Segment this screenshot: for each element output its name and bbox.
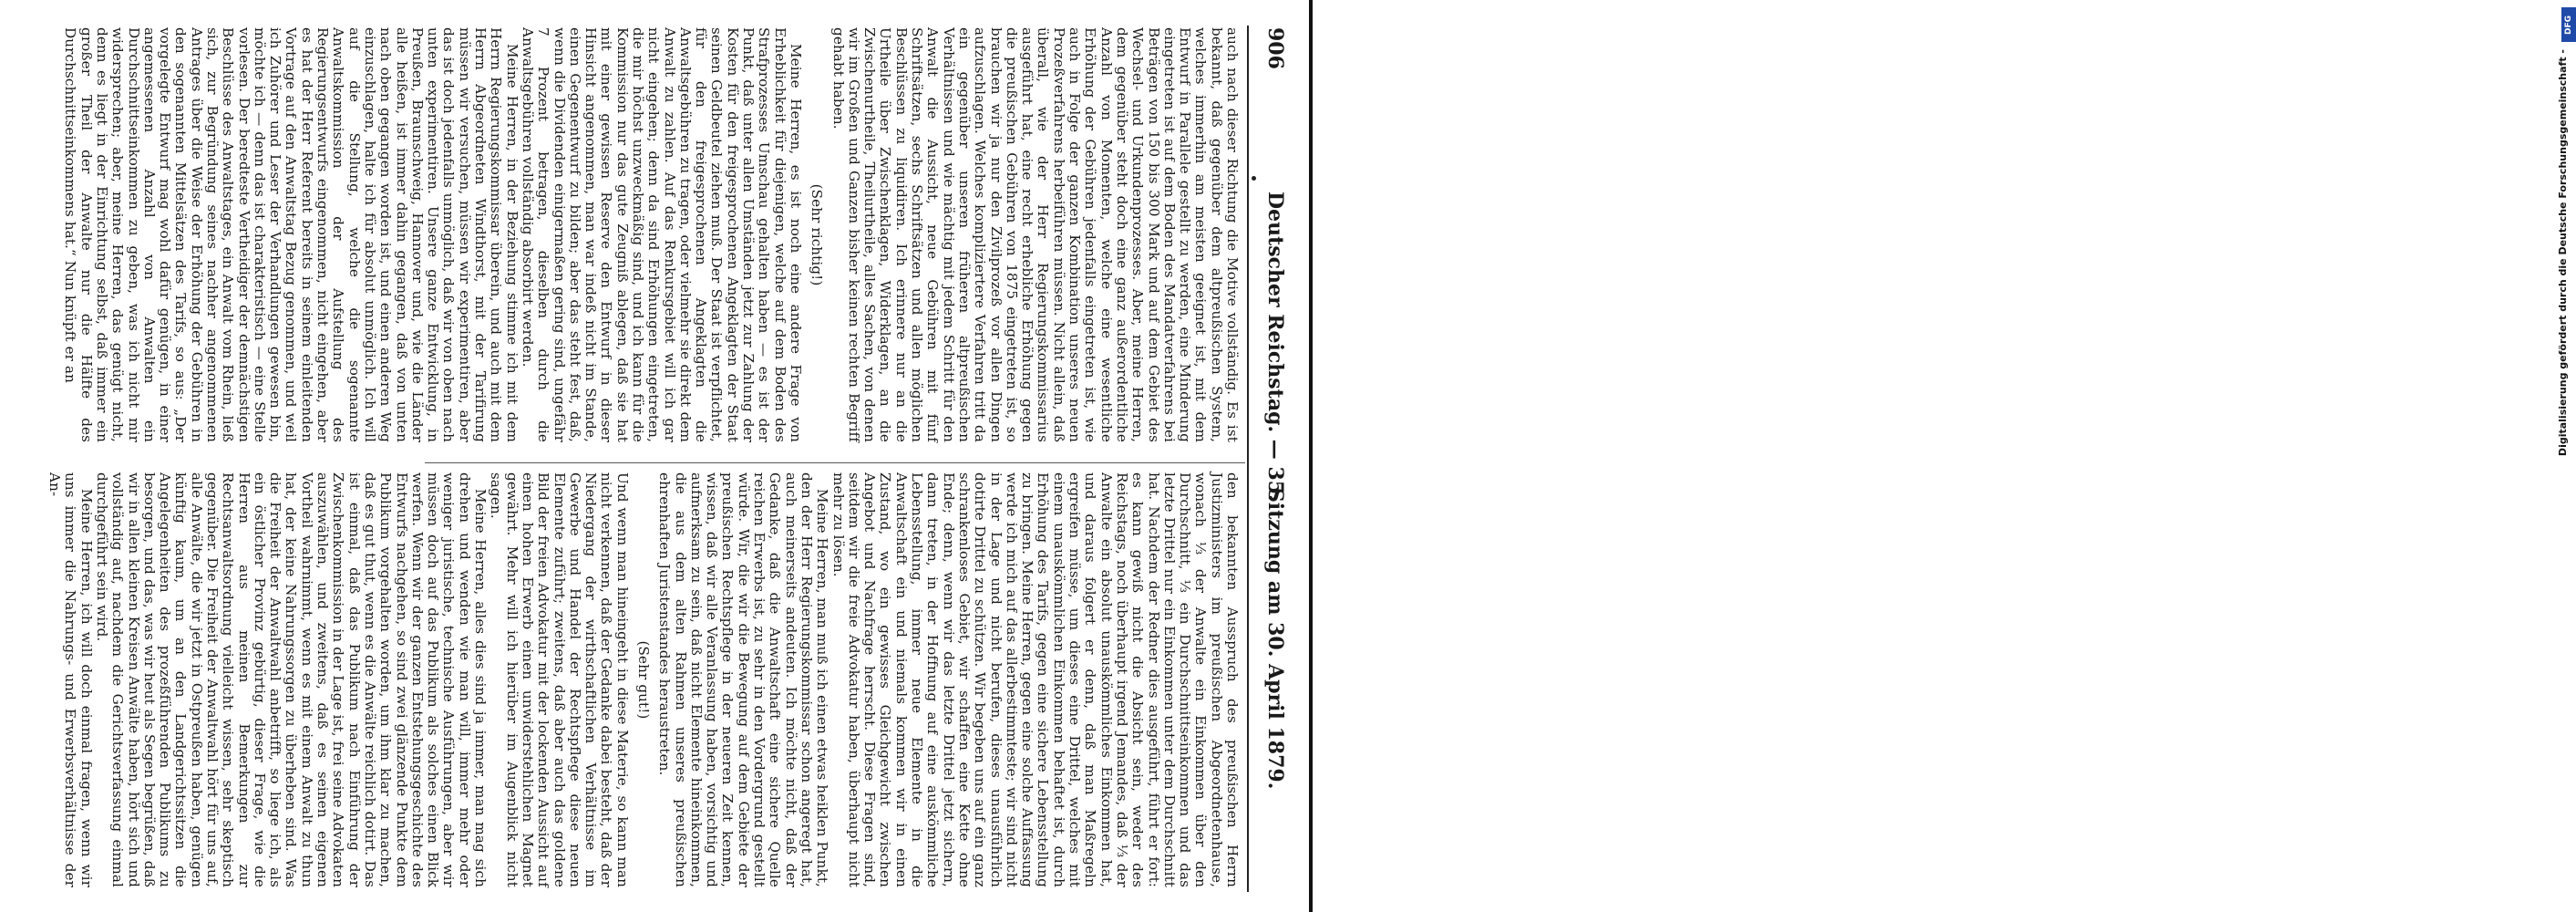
interjection: (Sehr richtig!) — [809, 183, 826, 286]
digitization-sidebar — [1273, 0, 2573, 912]
paragraph: den bekannten Ausspruch des preußischen Herrn Justizministers im preußischen Abgeordnetenhause, wonach ⅓ der Anwalte ein Einkommen über den Durchschnitt, ⅓ ein Durchschnittseinkommen und das letzte Drittel nur ein Einkommen unter dem Durchschnitt hat. Nachdem der Redner dies ausgeführt, führt er fort: es kann gewiß nicht die Absicht sein, weder des Reichstags, noch überhaupt irgend Jemandes, daß ⅓ der Anwalte ein absolut unauskömmliches Einkommen hat, und daraus folgert er denn, daß man Maßregeln ergreifen müsse, um dieses eine Drittel, welches mit einem unauskömmlichen Einkommen behaftet ist, durch Erhöhung des Tarifs, gegen eine sichere Lebensstellung zu bringen. Meine Herren, gegen eine solche Auffassung werde ich mich auf das allerbestimmteste; wir sind nicht in der Lage und nicht berufen, dieses unausführlich dotirte Drittel zu schützen. Wir begeben uns auf ein ganz schrankenloses Gebiet, wir schaffen eine Kette ohne Ende; denn, wenn wir das letzte Drittel jetzt sichern, dann treten, in der Hoffnung auf eine auskömmliche Lebensstellung, immer neue Elemente in die Anwaltschaft ein und niemals kommen wir in einen Zustand, wo ein gewisses Gleichgewicht zwischen Angebot und Nachfrage herrscht. Diese Fragen sind, seitdem wir die freie Advokatur haben, überhaupt nicht mehr zu lösen. — [829, 472, 1241, 887]
left-text-column — [62, 27, 1240, 442]
header-right-title: Sitzung am 30. April 1879. — [1263, 488, 1287, 790]
paragraph: Meine Herren, es ist noch eine andere Frage von Erheblichkeit für diejenigen, welche auf dem Boden des Strafprozesses Umschau gehalten haben — es ist der Punkt, daß unter allen Umständen jetzt zur Zahlung der Kosten für den freigesprochenen Angeklagten der Staat seinen Geldbeutel ziehen muß. Der Staat ist verpflichtet, für den freigesprochenen Angeklagten die Anwaltsgebühren zu tragen, oder vielmehr sie direkt dem Anwalt zu zahlen. Auf das Renkursgebiet will ich gar nicht eingehen; denn da sind Erhöhungen eingetreten, die mir höchst unzweckmäßig sind, und ich kann für die Kommission nur das gute Zeugniß ablegen, daß sie hat mit einer gewissen Reserve den Entwurf in dieser Hinsicht angenommen, man war indeß nicht im Stande, einen Gegenentwurf zu bilden; aber das steht fest, daß, wenn die Dividenden einigermaßen gering sind, ungefähr 7 Prozent betragen, dieselben durch die Anwaltsgebühren vollständig absorbirt werden. — [519, 27, 804, 442]
interjection: (Sehr gut!) — [635, 640, 653, 720]
paragraph: Meine Herren, ich will doch einmal fragen, wenn wir uns immer die Nahrungs- und Erwerbsverhältnisse der An- — [46, 472, 95, 887]
right-text-column — [46, 472, 1240, 887]
paragraph: Und wenn man hineingeht in diese Materie, so kann man nicht verkennen, daß der Gedanke dabei besteht, daß der Niedergang der wirthschaftlichen Verhältnisse im Gewerbe und Handel der Rechtspflege diese neuen Elemente zuführt; zweitens, daß aber auch das goldene Bild der freien Advokatur mit der lockenden Aussicht auf einen hohen Erwerb einen unwiderstehlichen Magnet gewährt. Mehr will ich hierüber im Augenblick nicht sagen. — [488, 472, 631, 887]
scan-edge-mark — [1309, 0, 1313, 912]
page-number: 906 — [1263, 27, 1287, 69]
header-left-title: Deutscher Reichstag. — 35. — [1263, 192, 1287, 502]
scan-speck — [1252, 176, 1256, 181]
paragraph: auch nach dieser Richtung die Motive vollständig. Es ist bekannt, daß gegenüber dem altpreußischen System, welches immerhin am meisten geeignet ist, mit dem Entwurf in Parallele gestellt zu werden, eine Minderung eingetreten ist auf dem Boden des Mandatverfahrens bei Beträgen von 150 bis 300 Mark und auf dem Gebiet des Wechsel- und Urkundenprozesses. Aber, meine Herren, dem gegenüber steht doch eine ganz außerordentliche Anzahl von Momenten, welche eine wesentliche Erhöhung der Gebühren jedenfalls eingetreten ist, wie auch in Folge der ganzen Kombination unseres neuen Prozeßverfahrens herbeiführen müssen. Nicht allein, daß überall, wie der Herr Regierungskommissarius ausgeführt hat, eine recht erhebliche Erhöhung gegen die preußischen Gebühren von 1875 eingetreten ist, so brauchen wir ja nur den Zivilprozeß vor allen Dingen aufzuschlagen. Welches kompliziertere Verfahren tritt da ein gegenüber unseren früheren altpreußischen Verhältnissen und wie mächtig mit jedem Schritt für den Anwalt die Aussicht, neue Gebühren mit fünf Schriftsätzen, sechs Schriftsätzen und allen möglichen Beschlüssen zu liquidiren. Ich erinnere nur an die Urtheile über Zwischenklagen, Widerklagen, an die Zwischenurtheile, Theilurtheile, alles Sachen, von denen wir im Großen und Ganzen bisher keinen rechten Begriff gehabt haben. — [829, 27, 1241, 442]
paragraph: Meine Herren, alles dies sind ja immer, man mag sich drehen und wenden wie man will, immer mehr oder weniger juristische, technische Ausführungen, aber wir müssen doch auf das Publikum als solches einen Blick werfen. Wenn wir der ganzen Entstehungsgeschichte des Entwurfs nachgehen, so sind zwei glänzende Punkte dem Publikum vorgehalten worden, um ihm klar zu machen, daß es gut thut, wenn es die Anwälte reichlich dotirt. Das ist einmal, daß das Publikum nach Einführung der Zwischenkommission in der Lage ist, frei seine Advokaten auszuwählen, und zweitens, daß es seinen eigenen Vortheil wahrnimmt, wenn es mit einem Anwalt zu thun hat, der keine Nahrungssorgen zu überheben sind. Was die Freiheit der Anwaltwahl anbetrifft, so liege ich, als ein östlicher Provinz gebürtig, dieser Frage, wie die Herren aus meinen Bemerkungen zur Rechtsanwaltsordnung vielleicht wissen, sehr skeptisch gegenüber. Die Freiheit der Anwaltwahl hört für uns auf, alle Anwälte, die wir jetzt in Ostpreußen haben, genügen künftig kaum, um an den Landgerichtssitzen die Angelegenheiten des prozeßführenden Publikums zu besorgen, und das, was wir heut als Segen begrüßen, daß wir in allen kleinen Kreisen Anwälte haben, hört sich und vollständig auf, nachdem die Gerichtsverfassung einmal durchgeführt sein wird. — [93, 472, 489, 887]
header-rule — [1247, 26, 1249, 892]
dfg-logo: DFG — [2561, 7, 2576, 42]
digitization-credit: Digitalisierung gefördert durch die Deutsche Forschungsgemeinschaft - — [2557, 49, 2569, 457]
paragraph: Meine Herren, in der Beziehung stimme ich mit dem Herrn Regierungskommissar überein, und auch mit dem Herrn Abgeordneten Windthorst, mit der Tarifirung müssen wir versuchen, müssen wir experimentiren, aber das ist doch jedenfalls unmöglich, daß wir von oben nach unten experimentiren. Unsere ganze Entwicklung, in Preußen, Braunschweig, Hannover und, wie die Länder alle heißen, ist immer dahin gegangen, daß von unten nach oben gegangen worden ist, und einen anderen Weg einzuschlagen, halte ich für absolut unmöglich. Ich will auf die Stellung, welche die sogenannte Anwaltskommission der Aufstellung des Regierungsentwurfs eingenommen, nicht eingehen, aber es hat der Herr Referent bereits in seinem einleitenden Vortrage auf den Anwaltstag Bezug genommen, und weil ich Zuhörer und Leser der Verhandlungen gewesen bin, möchte ich — denn das ist charakteristisch — eine Stelle vorlesen. Der beredteste Vertheidiger der demnächstigen Beschlüsse des Anwaltstages, ein Anwalt vom Rhein, ließ sich, zur Begründung seines nachher angenommenen Antrages über die Weise der Erhöhung der Gebühren in den sogenannten Mittelsätzen des Tarifs, so aus: „Der vorgelegte Entwurf mag wohl dafür genügen, in einer angemessenen Anzahl von Anwalten ein Durchschnittseinkommen zu geben, was ich nicht mir widersprechen; aber, meine Herren, das genügt nicht, denn es liegt in der Einrichtung selbst, daß immer ein großer Theil der Anwalte nur die Hälfte des Durchschnittseinkommens hat.“ Nun knüpft er an — [62, 27, 520, 442]
column-divider — [425, 462, 1245, 463]
paragraph: Meine Herren, man muß ich einen etwas heiklen Punkt, den der Herr Regierungskommissar schon angeregt hat, auch meinerseits andeuten. Ich möchte nicht, daß der Gedanke, daß die Anwaltschaft eine sichere Quelle reichen Erwerbs ist, zu sehr in den Vordergrund gestellt würde. Wir, die wir die Bewegung auf dem Gebiete der preußischen Rechtspflege in der neueren Zeit kennen, wissen, daß wir alle Veranlassung haben, vorsichtig und aufmerksam zu sein, daß nicht Elemente hineinkommen, die aus dem alten Rahmen unseres preußischen ehrenhaften Juristenstandes heraustreten. — [656, 472, 831, 887]
